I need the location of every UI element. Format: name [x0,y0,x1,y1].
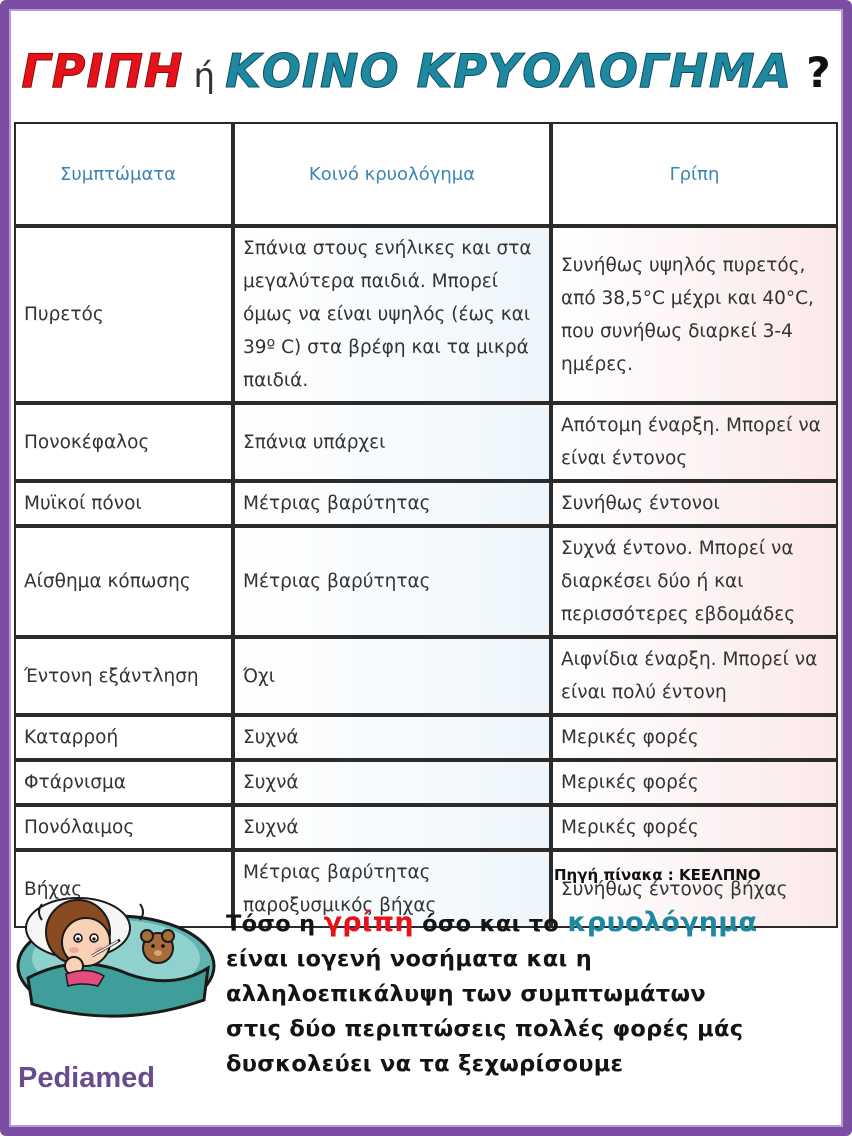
flu-cell: Απότομη έναρξη. Μπορεί να είναι έντονος [551,403,838,481]
info-paragraph [226,905,826,1082]
cold-cell: Συχνά [233,805,551,850]
paragraph-line-5: δυσκολεύει να τα ξεχωρίσουμε [226,1051,624,1077]
paragraph-cold-word: κρυολόγημα [567,907,758,938]
header-flu: Γρίπη [551,122,838,226]
header-common-cold: Κοινό κρυολόγημα [233,122,551,226]
symptom-cell: Φτάρνισμα [14,760,233,805]
title-question-mark: ? [806,48,831,97]
comparison-table [14,122,838,928]
cold-cell: Όχι [233,637,551,715]
table-header-row [14,122,838,226]
paragraph-line-4: στις δύο περιπτώσεις πολλές φορές μάς [226,1016,744,1042]
cold-cell: Μέτριας βαρύτητας [233,481,551,526]
symptom-cell: Πονοκέφαλος [14,403,233,481]
paragraph-line-2: είναι ιογενή νοσήματα και η [226,946,593,972]
header-symptoms: Συμπτώματα [14,122,233,226]
cold-cell: Μέτριας βαρύτητας [233,526,551,637]
cold-cell: Συχνά [233,760,551,805]
table-row [14,760,838,805]
flu-cell: Αιφνίδια έναρξη. Μπορεί να είναι πολύ έντονη [551,637,838,715]
flu-cell: Συνήθως έντονος βήχας [551,850,838,928]
cold-cell: Σπάνια στους ενήλικες και στα μεγαλύτερα παιδιά. Μπορεί όμως να είναι υψηλός (έως και 39º C) στα βρέφη και τα μικρά παιδιά. [233,226,551,403]
symptom-cell: Αίσθημα κόπωσης [14,526,233,637]
flu-cell: Συνήθως έντονοι [551,481,838,526]
symptom-cell: Έντονη εξάντληση [14,637,233,715]
flu-cell: Συνήθως υψηλός πυρετός, από 38,5°C μέχρι και 40°C, που συνήθως διαρκεί 3-4 ημέρες. [551,226,838,403]
title-flu: ΓΡΙΠΗ [21,44,184,98]
sick-child-illustration [8,882,218,1022]
symptom-cell: Πυρετός [14,226,233,403]
paragraph-text: Τόσο η [226,911,316,937]
cold-cell: Μέτριας βαρύτητας παροξυσμικός βήχας [233,850,551,928]
page-title [0,44,852,98]
symptom-cell: Καταρροή [14,715,233,760]
paragraph-text: όσο και το [422,911,560,937]
table-row [14,715,838,760]
symptom-cell: Πονόλαιμος [14,805,233,850]
table-row [14,481,838,526]
paragraph-line-3: αλληλοεπικάλυψη των συμπτωμάτων [226,981,706,1007]
flu-cell: Μερικές φορές [551,715,838,760]
title-cold: ΚΟΙΝΟ ΚΡΥΟΛΟΓΗΜΑ [225,44,793,98]
cold-cell: Συχνά [233,715,551,760]
title-or: ή [193,56,216,96]
table-row [14,403,838,481]
table-row [14,805,838,850]
flu-cell: Μερικές φορές [551,760,838,805]
table-row [14,226,838,403]
cold-cell: Σπάνια υπάρχει [233,403,551,481]
paragraph-line-1 [226,905,826,942]
symptom-cell: Μυϊκοί πόνοι [14,481,233,526]
brand-logo-text: Pediamed [18,1062,155,1094]
table-source: Πηγή πίνακα : ΚΕΕΛΠΝΟ [554,866,761,884]
paragraph-flu-word: γρίπη [323,907,414,938]
symptom-cell: Βήχας [14,850,233,928]
table-row [14,637,838,715]
flu-cell: Συχνά έντονο. Μπορεί να διαρκέσει δύο ή και περισσότερες εβδομάδες [551,526,838,637]
table-row [14,526,838,637]
flu-cell: Μερικές φορές [551,805,838,850]
